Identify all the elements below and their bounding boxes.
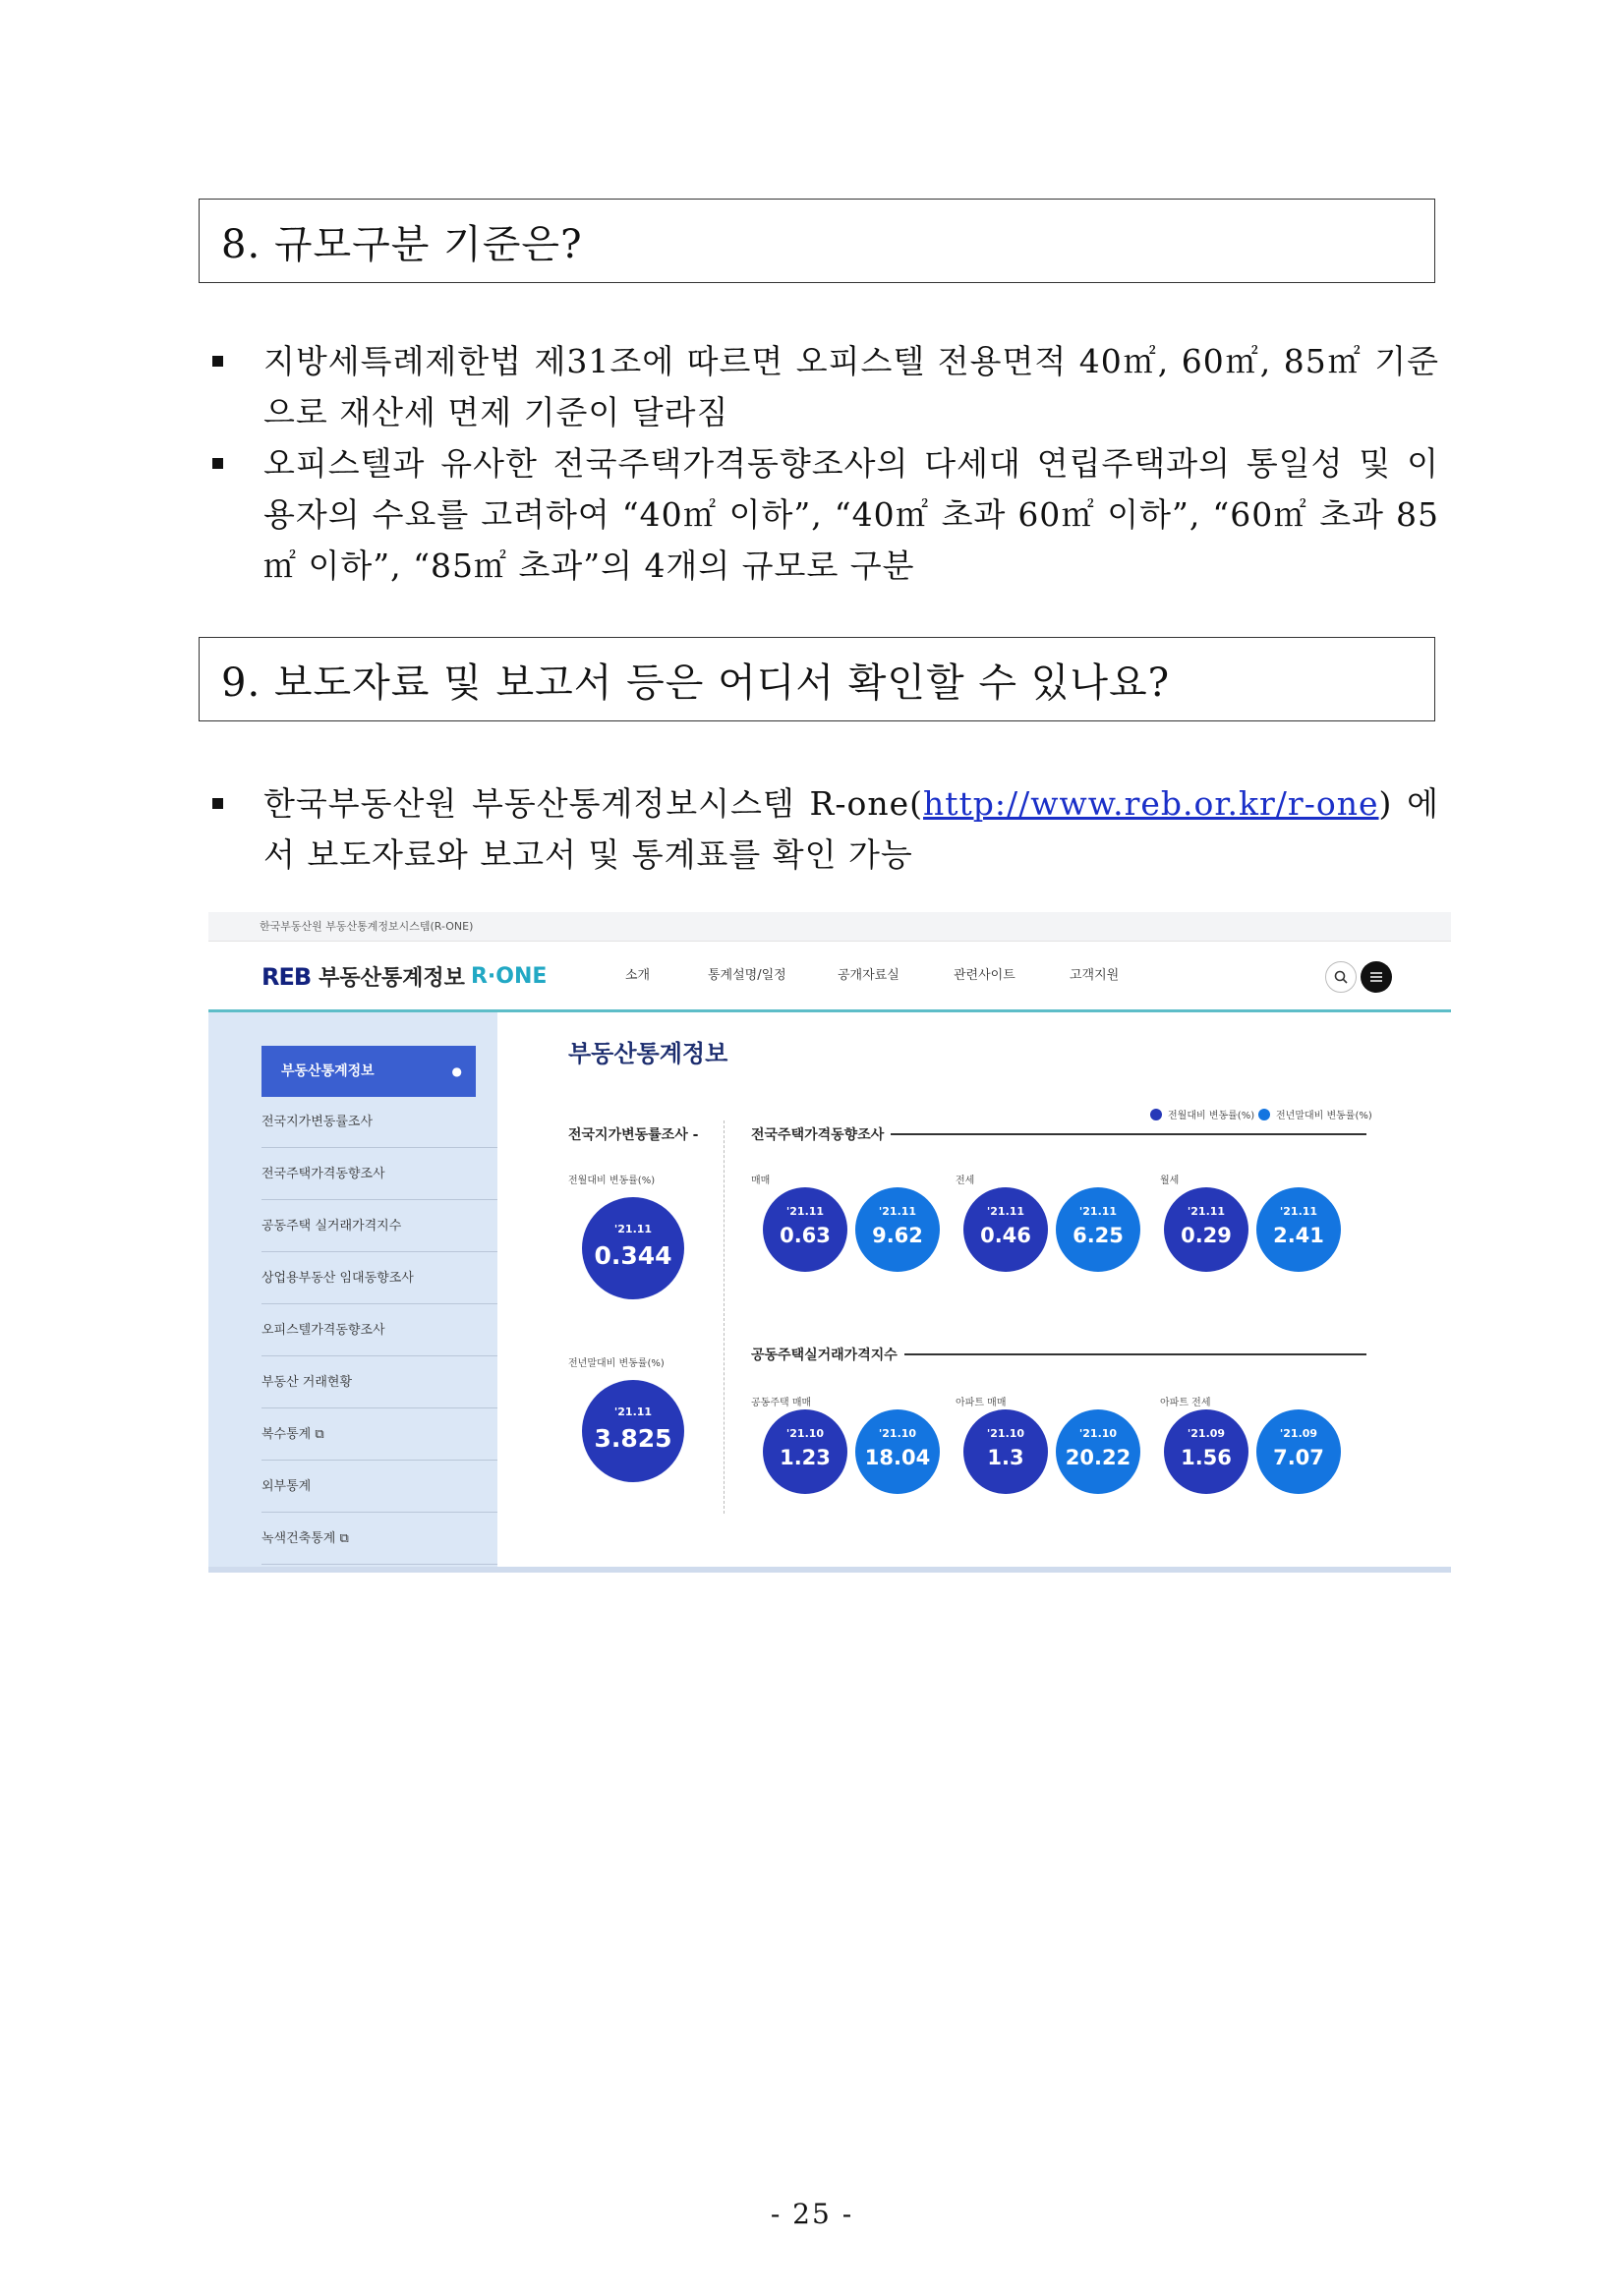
housing-label: 전세: [956, 1176, 975, 1186]
stat-circle[interactable]: '21.11 0.63: [763, 1187, 847, 1272]
section-9-bullets: [208, 778, 1439, 881]
stat-circle[interactable]: '21.09 7.07: [1256, 1409, 1341, 1494]
legend-item: 전월대비 변동률(%): [1150, 1107, 1254, 1121]
legend-item: 전년말대비 변동률(%): [1258, 1107, 1372, 1121]
apt-label: 공동주택 매매: [751, 1398, 812, 1408]
site-header: [208, 942, 1451, 1012]
sidebar-item[interactable]: 상업용부동산 임대동향조사: [261, 1253, 497, 1304]
land-label-2: 전년말대비 변동률(%): [568, 1358, 665, 1369]
stat-circle[interactable]: '21.09 1.56: [1164, 1409, 1248, 1494]
r-one-screenshot: [208, 912, 1451, 1573]
bullet-text: 지방세특례제한법 제31조에 따르면 오피스텔 전용면적 40㎡, 60㎡, 85㎡ 기준으로 재산세 면제 기준이 달라짐: [263, 342, 1439, 431]
legend-dot-icon: [1150, 1109, 1162, 1120]
rone-logo-mark: R·ONE: [470, 964, 548, 989]
stat-circle[interactable]: '21.11 0.29: [1164, 1187, 1248, 1272]
sidebar-item[interactable]: 전국주택가격동향조사: [261, 1149, 497, 1200]
section-rule: [891, 1133, 1366, 1135]
sidebar: [208, 1012, 497, 1567]
section-8-bullets: [208, 336, 1439, 592]
bullet-dot-icon: ●: [451, 1064, 462, 1078]
land-section-title: 전국지가변동률조사 -: [568, 1127, 699, 1143]
sidebar-item-active[interactable]: [261, 1046, 476, 1097]
section-9-heading: [199, 637, 1435, 721]
bullet-text: 오피스텔과 유사한 전국주택가격동향조사의 다세대 연립주택과의 통일성 및 이용자의 수요를 고려하여 “40㎡ 이하”, “40㎡ 초과 60㎡ 이하”, “60㎡ 초과 85㎡ 이하”, “85㎡ 초과”의 4개의 규모로 구분: [263, 444, 1439, 585]
section-8-title: 8. 규모구분 기준은?: [221, 221, 583, 267]
stat-circle[interactable]: '21.11 0.344: [582, 1197, 684, 1299]
site-logo[interactable]: [261, 961, 547, 992]
bullet-text-after: ) 에서 보도자료와 보고서 및 통계표를 확인 가능: [263, 784, 1439, 874]
apt-label: 아파트 전세: [1160, 1398, 1211, 1408]
sidebar-item[interactable]: 복수통계 ⧉: [261, 1409, 497, 1461]
sidebar-item[interactable]: 공동주택 실거래가격지수: [261, 1201, 497, 1252]
nav-intro[interactable]: 소개: [625, 968, 651, 983]
sidebar-item[interactable]: 전국지가변동률조사: [261, 1097, 497, 1148]
bullet-square-icon: [212, 356, 223, 367]
section-9-title: 9. 보도자료 및 보고서 등은 어디서 확인할 수 있나요?: [221, 660, 1171, 706]
stat-circle[interactable]: '21.10 1.3: [963, 1409, 1048, 1494]
bullet-item: [208, 438, 1439, 592]
section-8-heading: [199, 199, 1435, 283]
sidebar-item[interactable]: 녹색건축통계 ⧉: [261, 1514, 497, 1565]
search-icon[interactable]: [1325, 961, 1357, 993]
apt-label: 아파트 매매: [956, 1398, 1007, 1408]
menu-icon[interactable]: [1361, 961, 1392, 993]
stat-circle[interactable]: '21.11 9.62: [855, 1187, 940, 1272]
section-rule: [904, 1353, 1366, 1355]
sidebar-item[interactable]: 외부통계: [261, 1462, 497, 1513]
bullet-text-before: 한국부동산원 부동산통계정보시스템 R-one(: [263, 784, 924, 823]
stat-circle[interactable]: '21.10 1.23: [763, 1409, 847, 1494]
top-utility-bar: 한국부동산원 부동산통계정보시스템(R-ONE): [208, 912, 1451, 942]
sidebar-item[interactable]: 오피스텔가격동향조사: [261, 1305, 497, 1356]
nav-stats-schedule[interactable]: 통계설명/일정: [708, 968, 786, 983]
reb-logo-mark: REB: [261, 962, 312, 991]
nav-related-sites[interactable]: 관련사이트: [954, 968, 1015, 983]
bullet-item: [208, 778, 1439, 881]
sidebar-item[interactable]: 부동산 거래현황: [261, 1357, 497, 1408]
divider: [724, 1120, 725, 1514]
r-one-link[interactable]: http://www.reb.or.kr/r-one: [923, 784, 1379, 823]
bullet-square-icon: [212, 798, 223, 809]
land-label-1: 전월대비 변동률(%): [568, 1176, 656, 1186]
stat-circle[interactable]: '21.11 3.825: [582, 1380, 684, 1482]
bullet-square-icon: [212, 458, 223, 469]
nav-customer-support[interactable]: 고객지원: [1070, 968, 1120, 983]
apt-section-title: 공동주택실거래가격지수: [751, 1348, 898, 1363]
housing-label: 매매: [751, 1176, 771, 1186]
stat-circle[interactable]: '21.11 2.41: [1256, 1187, 1341, 1272]
housing-section-title: 전국주택가격동향조사: [751, 1127, 885, 1143]
legend-dot-icon: [1258, 1109, 1270, 1120]
stat-circle[interactable]: '21.10 20.22: [1056, 1409, 1140, 1494]
housing-label: 월세: [1160, 1176, 1180, 1186]
nav-public-data[interactable]: 공개자료실: [838, 968, 899, 983]
page-number: - 25 -: [770, 2198, 854, 2230]
logo-text: 부동산통계정보: [319, 966, 465, 991]
main-title: 부동산통계정보: [568, 1040, 728, 1067]
stat-circle[interactable]: '21.11 0.46: [963, 1187, 1048, 1272]
stat-circle[interactable]: '21.11 6.25: [1056, 1187, 1140, 1272]
bullet-item: [208, 336, 1439, 438]
sidebar-active-label: 부동산통계정보: [281, 1063, 375, 1079]
stat-circle[interactable]: '21.10 18.04: [855, 1409, 940, 1494]
